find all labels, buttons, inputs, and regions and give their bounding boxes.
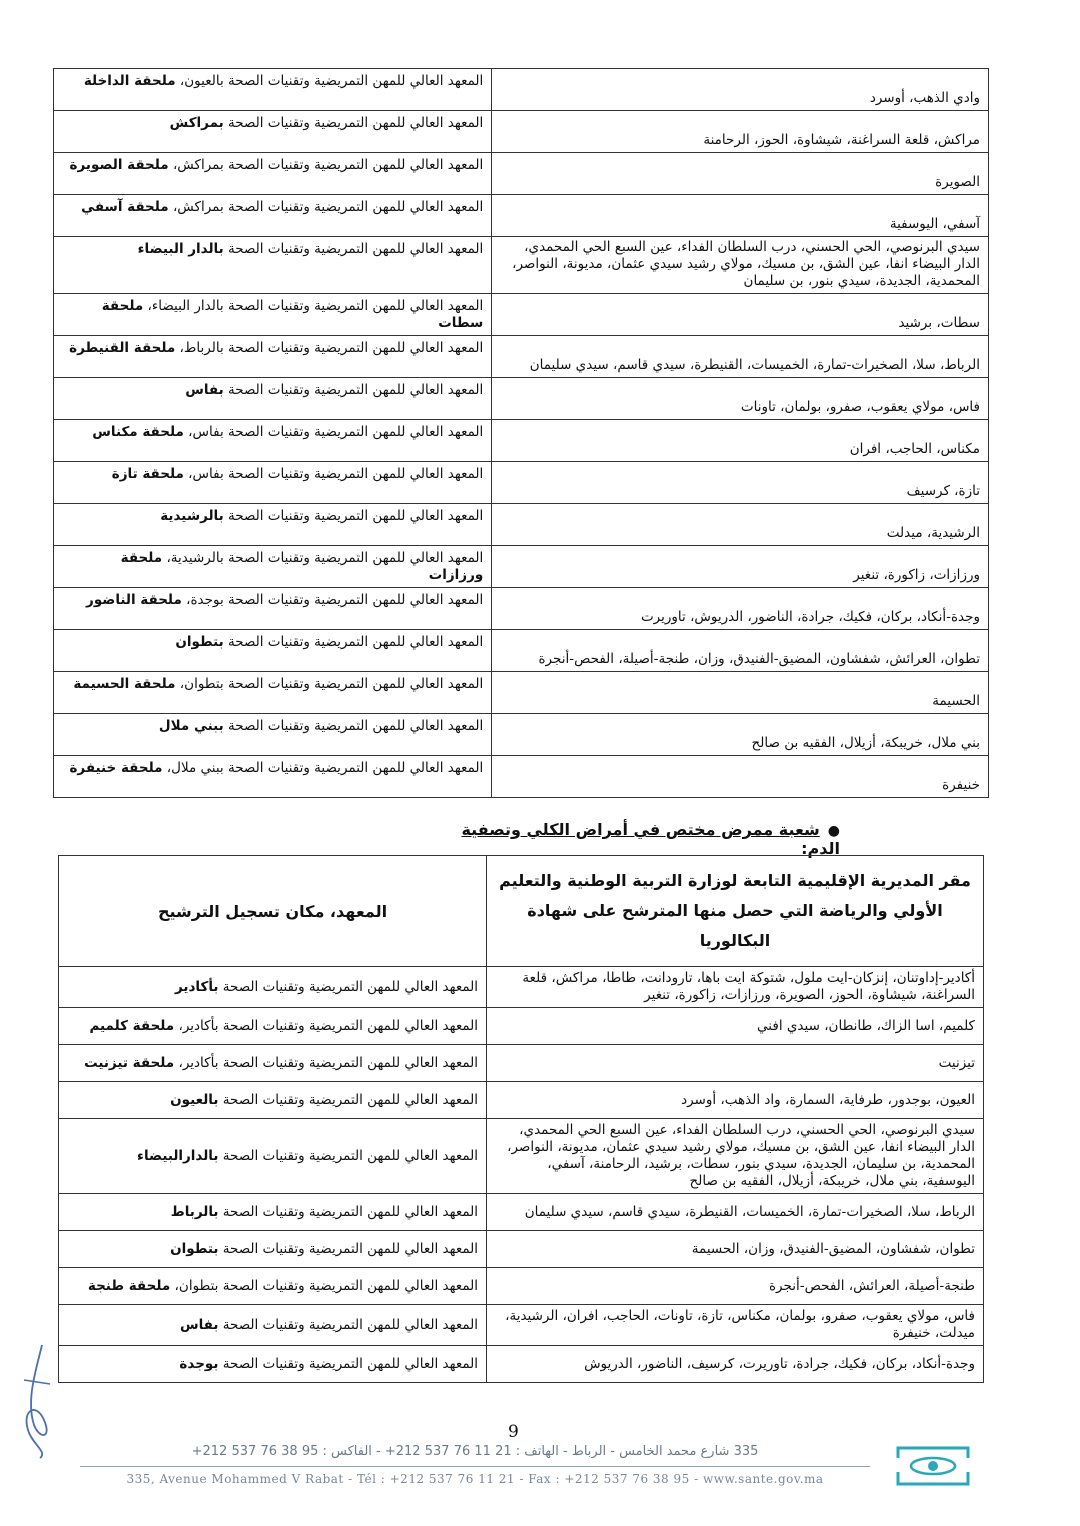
institute-name: المعهد العالي للمهن التمريضية وتقنيات الصحة بالرباط، — [175, 340, 484, 356]
table-row — [54, 546, 989, 588]
institute-name: المعهد العالي للمهن التمريضية وتقنيات الصحة بتطوان، — [175, 676, 484, 692]
table-row — [54, 462, 989, 504]
region-cell: الرباط، سلا، الصخيرات-تمارة، الخميسات، القنيطرة، سيدي قاسم، سيدي سليمان — [487, 1194, 984, 1231]
table-row — [59, 1194, 984, 1231]
institute-name: المعهد العالي للمهن التمريضية وتقنيات الصحة بالرشيدية، — [162, 550, 484, 566]
institute-location: بفاس — [179, 1316, 219, 1333]
institute-location: بالدارالبيضاء — [137, 1147, 219, 1164]
ministry-logo-icon — [893, 1440, 973, 1490]
institute-location: بمراكش — [169, 115, 224, 131]
institute-name: المعهد العالي للمهن التمريضية وتقنيات الصحة بالدار البيضاء، — [143, 298, 484, 314]
signature-icon — [14, 1340, 64, 1460]
section-heading-text: شعبة ممرض مختص في أمراض الكلي وتصفية الدم: — [461, 820, 840, 858]
institute-location: بالرباط — [170, 1203, 219, 1220]
institute-name: المعهد العالي للمهن التمريضية وتقنيات الصحة — [218, 1240, 478, 1257]
institute-name: المعهد العالي للمهن التمريضية وتقنيات الصحة — [223, 718, 484, 734]
institute-cell — [59, 967, 487, 1008]
institute-name: المعهد العالي للمهن التمريضية وتقنيات الصحة بمراكش، — [168, 199, 484, 215]
institutes-table-part1 — [53, 68, 989, 798]
region-cell: مكناس، الحاجب، افران — [492, 420, 989, 462]
table-row — [59, 1045, 984, 1082]
table-row — [59, 1268, 984, 1305]
institute-name: المعهد العالي للمهن التمريضية وتقنيات الصحة — [218, 978, 478, 995]
region-cell: فاس، مولاي يعقوب، صفرو، بولمان، مكناس، تازة، تاونات، الحاجب، افران، الرشيدية، ميدلت، خنيفرة — [487, 1305, 984, 1346]
institute-location: بتطوان — [170, 1240, 219, 1257]
region-cell: وادي الذهب، أوسرد — [492, 69, 989, 111]
table-row — [54, 378, 989, 420]
institute-name: المعهد العالي للمهن التمريضية وتقنيات الصحة — [223, 241, 484, 257]
table-row — [59, 1008, 984, 1045]
region-cell: ورزازات، زاكورة، تنغير — [492, 546, 989, 588]
table-row — [54, 153, 989, 195]
section-heading — [440, 820, 840, 858]
table-row — [54, 504, 989, 546]
institute-location: ملحقة طنجة — [87, 1277, 171, 1294]
region-cell: بني ملال، خريبكة، أزيلال، الفقيه بن صالح — [492, 714, 989, 756]
institute-location: بالعيون — [170, 1091, 219, 1108]
institute-name: المعهد العالي للمهن التمريضية وتقنيات الصحة بفاس، — [183, 466, 484, 482]
table-row — [59, 967, 984, 1008]
table-row — [59, 1346, 984, 1383]
institute-cell — [54, 378, 492, 420]
institute-name: المعهد العالي للمهن التمريضية وتقنيات الصحة — [218, 1355, 478, 1372]
table-row — [54, 111, 989, 153]
footer-french-address: 335, Avenue Mohammed V Rabat - Tél : +212 537 76 11 21 - Fax : +212 537 76 38 95 - www.sante.gov.ma — [126, 1472, 824, 1486]
table-row — [59, 1082, 984, 1119]
bullet-icon: ● — [827, 823, 840, 839]
institute-cell — [59, 1231, 487, 1268]
region-cell: تطوان، شفشاون، المضيق-الفنيدق، وزان، الحسيمة — [487, 1231, 984, 1268]
institute-location: ملحقة القنيطرة — [69, 340, 176, 356]
institute-cell — [59, 1268, 487, 1305]
institute-name: المعهد العالي للمهن التمريضية وتقنيات الصحة — [218, 1091, 478, 1108]
table-row — [59, 1119, 984, 1194]
institute-location: ملحقة الناضور — [86, 592, 182, 608]
table-row — [54, 672, 989, 714]
region-cell: تطوان، العرائش، شفشاون، المضيق-الفنيدق، وزان، طنجة-أصيلة، الفحص-أنجرة — [492, 630, 989, 672]
footer-arabic-address: 335 شارع محمد الخامس - الرباط - الهاتف : 21 11 76 537 212+ - الفاكس : 95 38 76 537 212+ — [191, 1444, 759, 1459]
institute-cell — [54, 111, 492, 153]
institute-location: ملحقة سطات — [101, 298, 484, 331]
table-row — [54, 336, 989, 378]
region-cell: سطات، برشيد — [492, 294, 989, 336]
table-row — [54, 420, 989, 462]
institute-name: المعهد العالي للمهن التمريضية وتقنيات الصحة بوجدة، — [181, 592, 484, 608]
institute-name: المعهد العالي للمهن التمريضية وتقنيات الصحة بفاس، — [183, 424, 484, 440]
institute-cell — [59, 1045, 487, 1082]
institute-cell — [59, 1305, 487, 1346]
institute-cell — [54, 630, 492, 672]
table-row — [54, 294, 989, 336]
region-cell: الصويرة — [492, 153, 989, 195]
region-cell: تيزنيت — [487, 1045, 984, 1082]
region-cell: وجدة-أنكاد، بركان، فكيك، جرادة، الناضور، الدريوش، تاوريرت — [492, 588, 989, 630]
header-region: مقر المديرية الإقليمية التابعة لوزارة التربية الوطنية والتعليم الأولي والرياضة التي حصل منها المترشح على شهادة البكالوريا — [487, 856, 984, 967]
institute-name: المعهد العالي للمهن التمريضية وتقنيات الصحة — [223, 382, 484, 398]
table-row — [54, 630, 989, 672]
table-row — [54, 588, 989, 630]
region-cell: تازة، كرسيف — [492, 462, 989, 504]
institute-location: ملحقة الحسيمة — [73, 676, 176, 692]
institute-cell — [59, 1346, 487, 1383]
region-cell: طنجة-أصيلة، العرائش، الفحص-أنجرة — [487, 1268, 984, 1305]
institute-name: المعهد العالي للمهن التمريضية وتقنيات الصحة ببني ملال، — [162, 760, 484, 776]
institute-location: بالدار البيضاء — [137, 241, 224, 257]
institute-name: المعهد العالي للمهن التمريضية وتقنيات الصحة بتطوان، — [170, 1277, 478, 1294]
institute-location: بوجدة — [179, 1355, 219, 1372]
institute-location: بالرشيدية — [160, 508, 224, 524]
institute-cell — [54, 153, 492, 195]
institute-name: المعهد العالي للمهن التمريضية وتقنيات الصحة بأكادير، — [174, 1017, 478, 1034]
institute-cell — [54, 756, 492, 798]
institute-cell — [54, 195, 492, 237]
institute-location: ملحقة الداخلة — [83, 73, 176, 89]
institute-cell — [59, 1008, 487, 1045]
institute-cell — [54, 462, 492, 504]
region-cell: العيون، بوجدور، طرفاية، السمارة، واد الذهب، أوسرد — [487, 1082, 984, 1119]
region-cell: خنيفرة — [492, 756, 989, 798]
institute-cell — [54, 420, 492, 462]
region-cell: سيدي البرنوصي، الحي الحسني، درب السلطان الفداء، عين السبع الحي المحمدي، الدار البيضاء انفا، عين الشق، بن مسيك، مولاي رشيد سيدي عثمان، مديونة، النواصر، المحمدية، بن سليمان، الجديدة، سيدي بنور، سطات، برشيد، الرحامنة، آسفي، اليوسفية، بني ملال، خريبكة، أزيلال، الفقيه بن صالح — [487, 1119, 984, 1194]
institute-cell — [54, 504, 492, 546]
institute-location: ملحقة الصويرة — [69, 157, 169, 173]
region-cell: كلميم، اسا الزاك، طانطان، سيدي افني — [487, 1008, 984, 1045]
table-row — [59, 1305, 984, 1346]
institute-name: المعهد العالي للمهن التمريضية وتقنيات الصحة — [218, 1316, 478, 1333]
region-cell: آسفي، اليوسفية — [492, 195, 989, 237]
institute-location: بفاس — [185, 382, 224, 398]
institute-location: ملحقة آسفي — [81, 199, 169, 215]
institute-location: ملحقة تيزنيت — [84, 1054, 175, 1071]
institute-name: المعهد العالي للمهن التمريضية وتقنيات الصحة — [218, 1203, 478, 1220]
institute-cell — [54, 294, 492, 336]
institute-cell — [59, 1082, 487, 1119]
page-number: 9 — [508, 1422, 519, 1442]
institute-cell — [54, 672, 492, 714]
region-cell: فاس، مولاي يعقوب، صفرو، بولمان، تاونات — [492, 378, 989, 420]
region-cell: وجدة-أنكاد، بركان، فكيك، جرادة، تاوريرت، كرسيف، الناضور، الدريوش — [487, 1346, 984, 1383]
institute-name: المعهد العالي للمهن التمريضية وتقنيات الصحة — [223, 115, 484, 131]
table-row — [54, 195, 989, 237]
institute-name: المعهد العالي للمهن التمريضية وتقنيات الصحة بالعيون، — [175, 73, 484, 89]
region-cell: الحسيمة — [492, 672, 989, 714]
institute-location: ملحقة خنيفرة — [69, 760, 163, 776]
table-row — [54, 69, 989, 111]
footer-divider — [80, 1466, 870, 1467]
institute-location: ملحقة ورزازات — [120, 550, 484, 583]
institute-location: بتطوان — [175, 634, 224, 650]
institute-cell — [54, 69, 492, 111]
institute-cell — [59, 1194, 487, 1231]
institute-name: المعهد العالي للمهن التمريضية وتقنيات الصحة بأكادير، — [174, 1054, 478, 1071]
region-cell: سيدي البرنوصي، الحي الحسني، درب السلطان الفداء، عين السبع الحي المحمدي، الدار البيضاء انفا، عين الشق، بن مسيك، مولاي رشيد سيدي عثمان، مديونة، النواصر، المحمدية، الجديدة، سيدي بنور، بن سليمان — [492, 237, 989, 294]
region-cell: مراكش، قلعة السراغنة، شيشاوة، الحوز، الرحامنة — [492, 111, 989, 153]
nephrology-institutes-table — [58, 855, 984, 1383]
table-header-row — [59, 856, 984, 967]
institute-location: ملحقة مكناس — [92, 424, 184, 440]
table-row — [59, 1231, 984, 1268]
table-row — [54, 237, 989, 294]
region-cell: الرشيدية، ميدلت — [492, 504, 989, 546]
table-row — [54, 756, 989, 798]
institute-cell — [54, 714, 492, 756]
institute-name: المعهد العالي للمهن التمريضية وتقنيات الصحة — [223, 508, 484, 524]
institute-location: بأكادير — [175, 978, 219, 995]
institute-cell — [54, 336, 492, 378]
institute-location: ببني ملال — [158, 718, 224, 734]
institute-name: المعهد العالي للمهن التمريضية وتقنيات الصحة — [218, 1147, 478, 1164]
table-row — [54, 714, 989, 756]
header-institute: المعهد، مكان تسجيل الترشيح — [59, 856, 487, 967]
institute-cell — [54, 588, 492, 630]
institute-location: ملحقة كلميم — [89, 1017, 175, 1034]
region-cell: الرباط، سلا، الصخيرات-تمارة، الخميسات، القنيطرة، سيدي قاسم، سيدي سليمان — [492, 336, 989, 378]
region-cell: أكادير-إداوتنان، إنزكان-ايت ملول، شتوكة ايت باها، تارودانت، طاطا، مراكش، قلعة السراغنة، شيشاوة، الحوز، الصويرة، ورزازات، زاكورة، تنغير — [487, 967, 984, 1008]
institute-name: المعهد العالي للمهن التمريضية وتقنيات الصحة — [223, 634, 484, 650]
institute-name: المعهد العالي للمهن التمريضية وتقنيات الصحة بمراكش، — [168, 157, 484, 173]
institute-cell — [54, 237, 492, 294]
institute-location: ملحقة تازة — [111, 466, 184, 482]
institute-cell — [54, 546, 492, 588]
institute-cell — [59, 1119, 487, 1194]
